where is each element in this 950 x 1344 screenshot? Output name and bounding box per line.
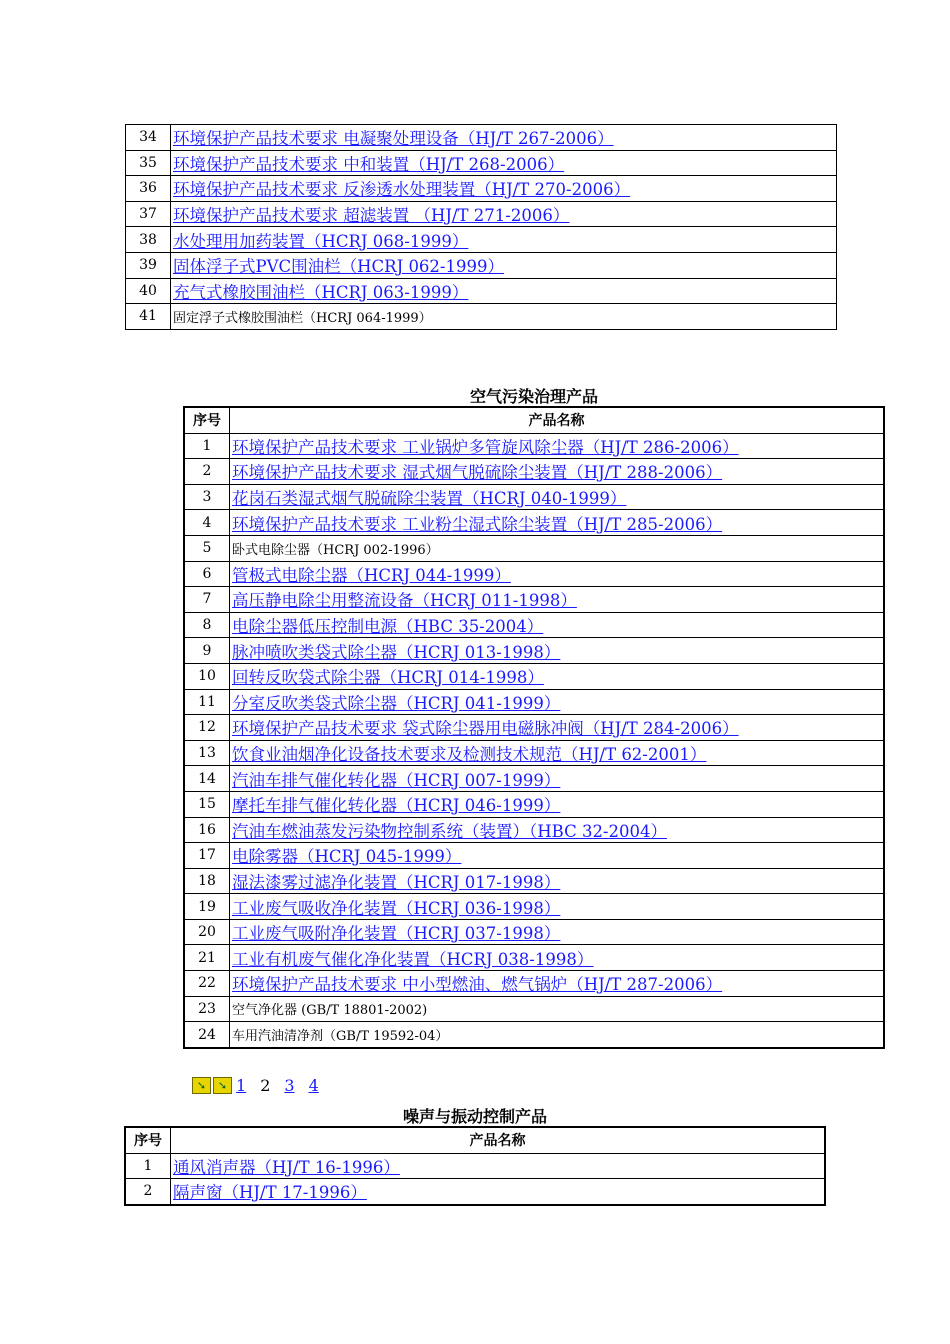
table-row [184,945,884,971]
table-row [126,176,837,202]
table-row [184,791,884,817]
table-row [184,894,884,920]
product-name-cell [171,278,837,304]
product-link[interactable]: 工业有机废气催化净化装置（HCRJ 038-1998） [232,949,594,969]
table-row [126,201,837,227]
product-link[interactable]: 脉冲喷吹类袋式除尘器（HCRJ 013-1998） [232,642,561,662]
product-link[interactable]: 工业废气吸收净化装置（HCRJ 036-1998） [232,898,561,918]
table-row [126,278,837,304]
product-link[interactable]: 电除雾器（HCRJ 045-1999） [232,847,462,867]
row-number: 9 [184,638,230,664]
product-name-cell [230,791,885,817]
product-link[interactable]: 通风消声器（HJ/T 16-1996） [173,1157,400,1177]
table-row [184,766,884,792]
page-link-1[interactable]: 1 [236,1076,247,1095]
product-name-text: 固定浮子式橡胶围油栏（HCRJ 064-1999） [173,310,432,326]
table-row [184,1022,884,1048]
row-number: 34 [126,125,171,151]
table-row [184,740,884,766]
row-number: 2 [184,459,230,485]
row-number: 1 [125,1153,171,1179]
row-number: 36 [126,176,171,202]
page-link-4[interactable]: 4 [308,1076,319,1095]
table-row [184,535,884,561]
pagination [192,1076,319,1095]
product-name-cell [171,176,837,202]
table-row [184,561,884,587]
first-page-icon[interactable]: ➘ [192,1077,211,1094]
product-name-cell [230,459,885,485]
row-number: 8 [184,612,230,638]
product-link[interactable]: 环境保护产品技术要求 中小型燃油、燃气锅炉（HJ/T 287-2006） [232,975,723,995]
table-row [184,612,884,638]
product-link[interactable]: 高压静电除尘用整流设备（HCRJ 011-1998） [232,591,577,611]
table-row [125,1153,825,1179]
table-row [126,125,837,151]
table-row [184,996,884,1022]
product-name-cell [230,535,885,561]
table-row [184,484,884,510]
table-row [184,817,884,843]
product-name-cell [171,1179,826,1205]
row-number: 22 [184,971,230,997]
product-link[interactable]: 摩托车排气催化转化器（HCRJ 046-1999） [232,796,561,816]
product-name-cell [171,252,837,278]
product-name-cell [230,612,885,638]
column-header-number: 序号 [184,407,230,433]
product-link[interactable]: 水处理用加药装置（HCRJ 068-1999） [173,231,469,251]
row-number: 16 [184,817,230,843]
product-link[interactable]: 固体浮子式PVC围油栏（HCRJ 062-1999） [173,257,504,277]
table-row [126,304,837,330]
row-number: 35 [126,150,171,176]
product-name-cell [230,689,885,715]
product-link[interactable]: 环境保护产品技术要求 电凝聚处理设备（HJ/T 267-2006） [173,129,614,149]
product-name-cell [230,971,885,997]
table-row [184,587,884,613]
product-name-cell [230,766,885,792]
product-link[interactable]: 环境保护产品技术要求 中和装置（HJ/T 268-2006） [173,154,565,174]
row-number: 17 [184,843,230,869]
column-header-number: 序号 [125,1127,171,1153]
row-number: 3 [184,484,230,510]
product-link[interactable]: 工业废气吸附净化装置（HCRJ 037-1998） [232,924,561,944]
product-name-cell [171,201,837,227]
product-link[interactable]: 环境保护产品技术要求 湿式烟气脱硫除尘装置（HJ/T 288-2006） [232,463,723,483]
product-name-text: 车用汽油清净剂（GB/T 19592-04） [232,1029,449,1045]
column-header-product-name: 产品名称 [230,407,885,433]
product-name-cell [171,227,837,253]
product-link[interactable]: 环境保护产品技术要求 超滤装置 （HJ/T 271-2006） [173,206,570,226]
table-row [184,971,884,997]
row-number: 2 [125,1179,171,1205]
product-link[interactable]: 管极式电除尘器（HCRJ 044-1999） [232,565,511,585]
product-name-cell [230,663,885,689]
row-number: 12 [184,715,230,741]
row-number: 37 [126,201,171,227]
table-row [184,459,884,485]
row-number: 11 [184,689,230,715]
previous-page-icon[interactable]: ➘ [213,1077,232,1094]
product-name-cell [230,433,885,459]
product-name-cell [230,484,885,510]
row-number: 5 [184,535,230,561]
table-row [184,868,884,894]
row-number: 13 [184,740,230,766]
air-products-table [183,406,885,1049]
product-link[interactable]: 充气式橡胶围油栏（HCRJ 063-1999） [173,282,469,302]
product-link[interactable]: 环境保护产品技术要求 袋式除尘器用电磁脉冲阀（HJ/T 284-2006） [232,719,739,739]
row-number: 7 [184,587,230,613]
row-number: 18 [184,868,230,894]
row-number: 1 [184,433,230,459]
product-link[interactable]: 环境保护产品技术要求 反渗透水处理装置（HJ/T 270-2006） [173,180,631,200]
product-link[interactable]: 饮食业油烟净化设备技术要求及检测技术规范（HJ/T 62-2001） [232,745,707,765]
row-number: 10 [184,663,230,689]
row-number: 39 [126,252,171,278]
product-link[interactable]: 隔声窗（HJ/T 17-1996） [173,1183,367,1203]
row-number: 38 [126,227,171,253]
product-link[interactable]: 汽油车燃油蒸发污染物控制系统（装置）（HBC 32-2004） [232,821,668,841]
product-name-text: 空气净化器 (GB/T 18801-2002) [232,1003,428,1019]
table-row [184,433,884,459]
product-name-cell [230,817,885,843]
water-products-table-continued [125,124,837,330]
product-name-cell [230,868,885,894]
product-name-cell [230,638,885,664]
table-row [126,227,837,253]
table-row [184,638,884,664]
page-link-2: 2 [260,1076,271,1095]
product-name-cell [230,510,885,536]
row-number: 41 [126,304,171,330]
row-number: 40 [126,278,171,304]
table-row [184,919,884,945]
product-name-cell [230,561,885,587]
product-name-cell [230,843,885,869]
row-number: 14 [184,766,230,792]
noise-section-title: 噪声与振动控制产品 [402,1107,547,1126]
product-link[interactable]: 环境保护产品技术要求 工业锅炉多管旋风除尘器（HJ/T 286-2006） [232,437,739,457]
row-number: 15 [184,791,230,817]
row-number: 4 [184,510,230,536]
product-name-cell [230,919,885,945]
product-link[interactable]: 分室反吹类袋式除尘器（HCRJ 041-1999） [232,693,561,713]
product-link[interactable]: 电除尘器低压控制电源（HBC 35-2004） [232,617,544,637]
column-header-product-name: 产品名称 [171,1127,826,1153]
product-name-cell [230,996,885,1022]
product-link[interactable]: 湿法漆雾过滤净化装置（HCRJ 017-1998） [232,872,561,892]
table-row [125,1179,825,1205]
product-name-text: 卧式电除尘器（HCRJ 002-1996） [232,542,439,558]
row-number: 19 [184,894,230,920]
row-number: 21 [184,945,230,971]
noise-products-table [124,1126,826,1206]
row-number: 23 [184,996,230,1022]
row-number: 20 [184,919,230,945]
table-row [184,715,884,741]
table-row [184,510,884,536]
product-name-cell [171,150,837,176]
product-name-cell [171,304,837,330]
product-link[interactable]: 回转反吹袋式除尘器（HCRJ 014-1998） [232,668,544,688]
product-name-cell [230,587,885,613]
product-link[interactable]: 汽油车排气催化转化器（HCRJ 007-1999） [232,770,561,790]
product-name-cell [230,715,885,741]
table-row [126,252,837,278]
product-link[interactable]: 环境保护产品技术要求 工业粉尘湿式除尘装置（HJ/T 285-2006） [232,514,723,534]
product-name-cell [230,740,885,766]
air-section-title: 空气污染治理产品 [469,387,598,406]
table-row [184,663,884,689]
product-link[interactable]: 花岗石类湿式烟气脱硫除尘装置（HCRJ 040-1999） [232,489,627,509]
row-number: 24 [184,1022,230,1048]
page-link-3[interactable]: 3 [284,1076,295,1095]
product-name-cell [171,1153,826,1179]
table-row [184,843,884,869]
table-row [184,689,884,715]
row-number: 6 [184,561,230,587]
product-name-cell [230,945,885,971]
product-name-cell [230,894,885,920]
product-name-cell [230,1022,885,1048]
table-row [126,150,837,176]
product-name-cell [171,125,837,151]
